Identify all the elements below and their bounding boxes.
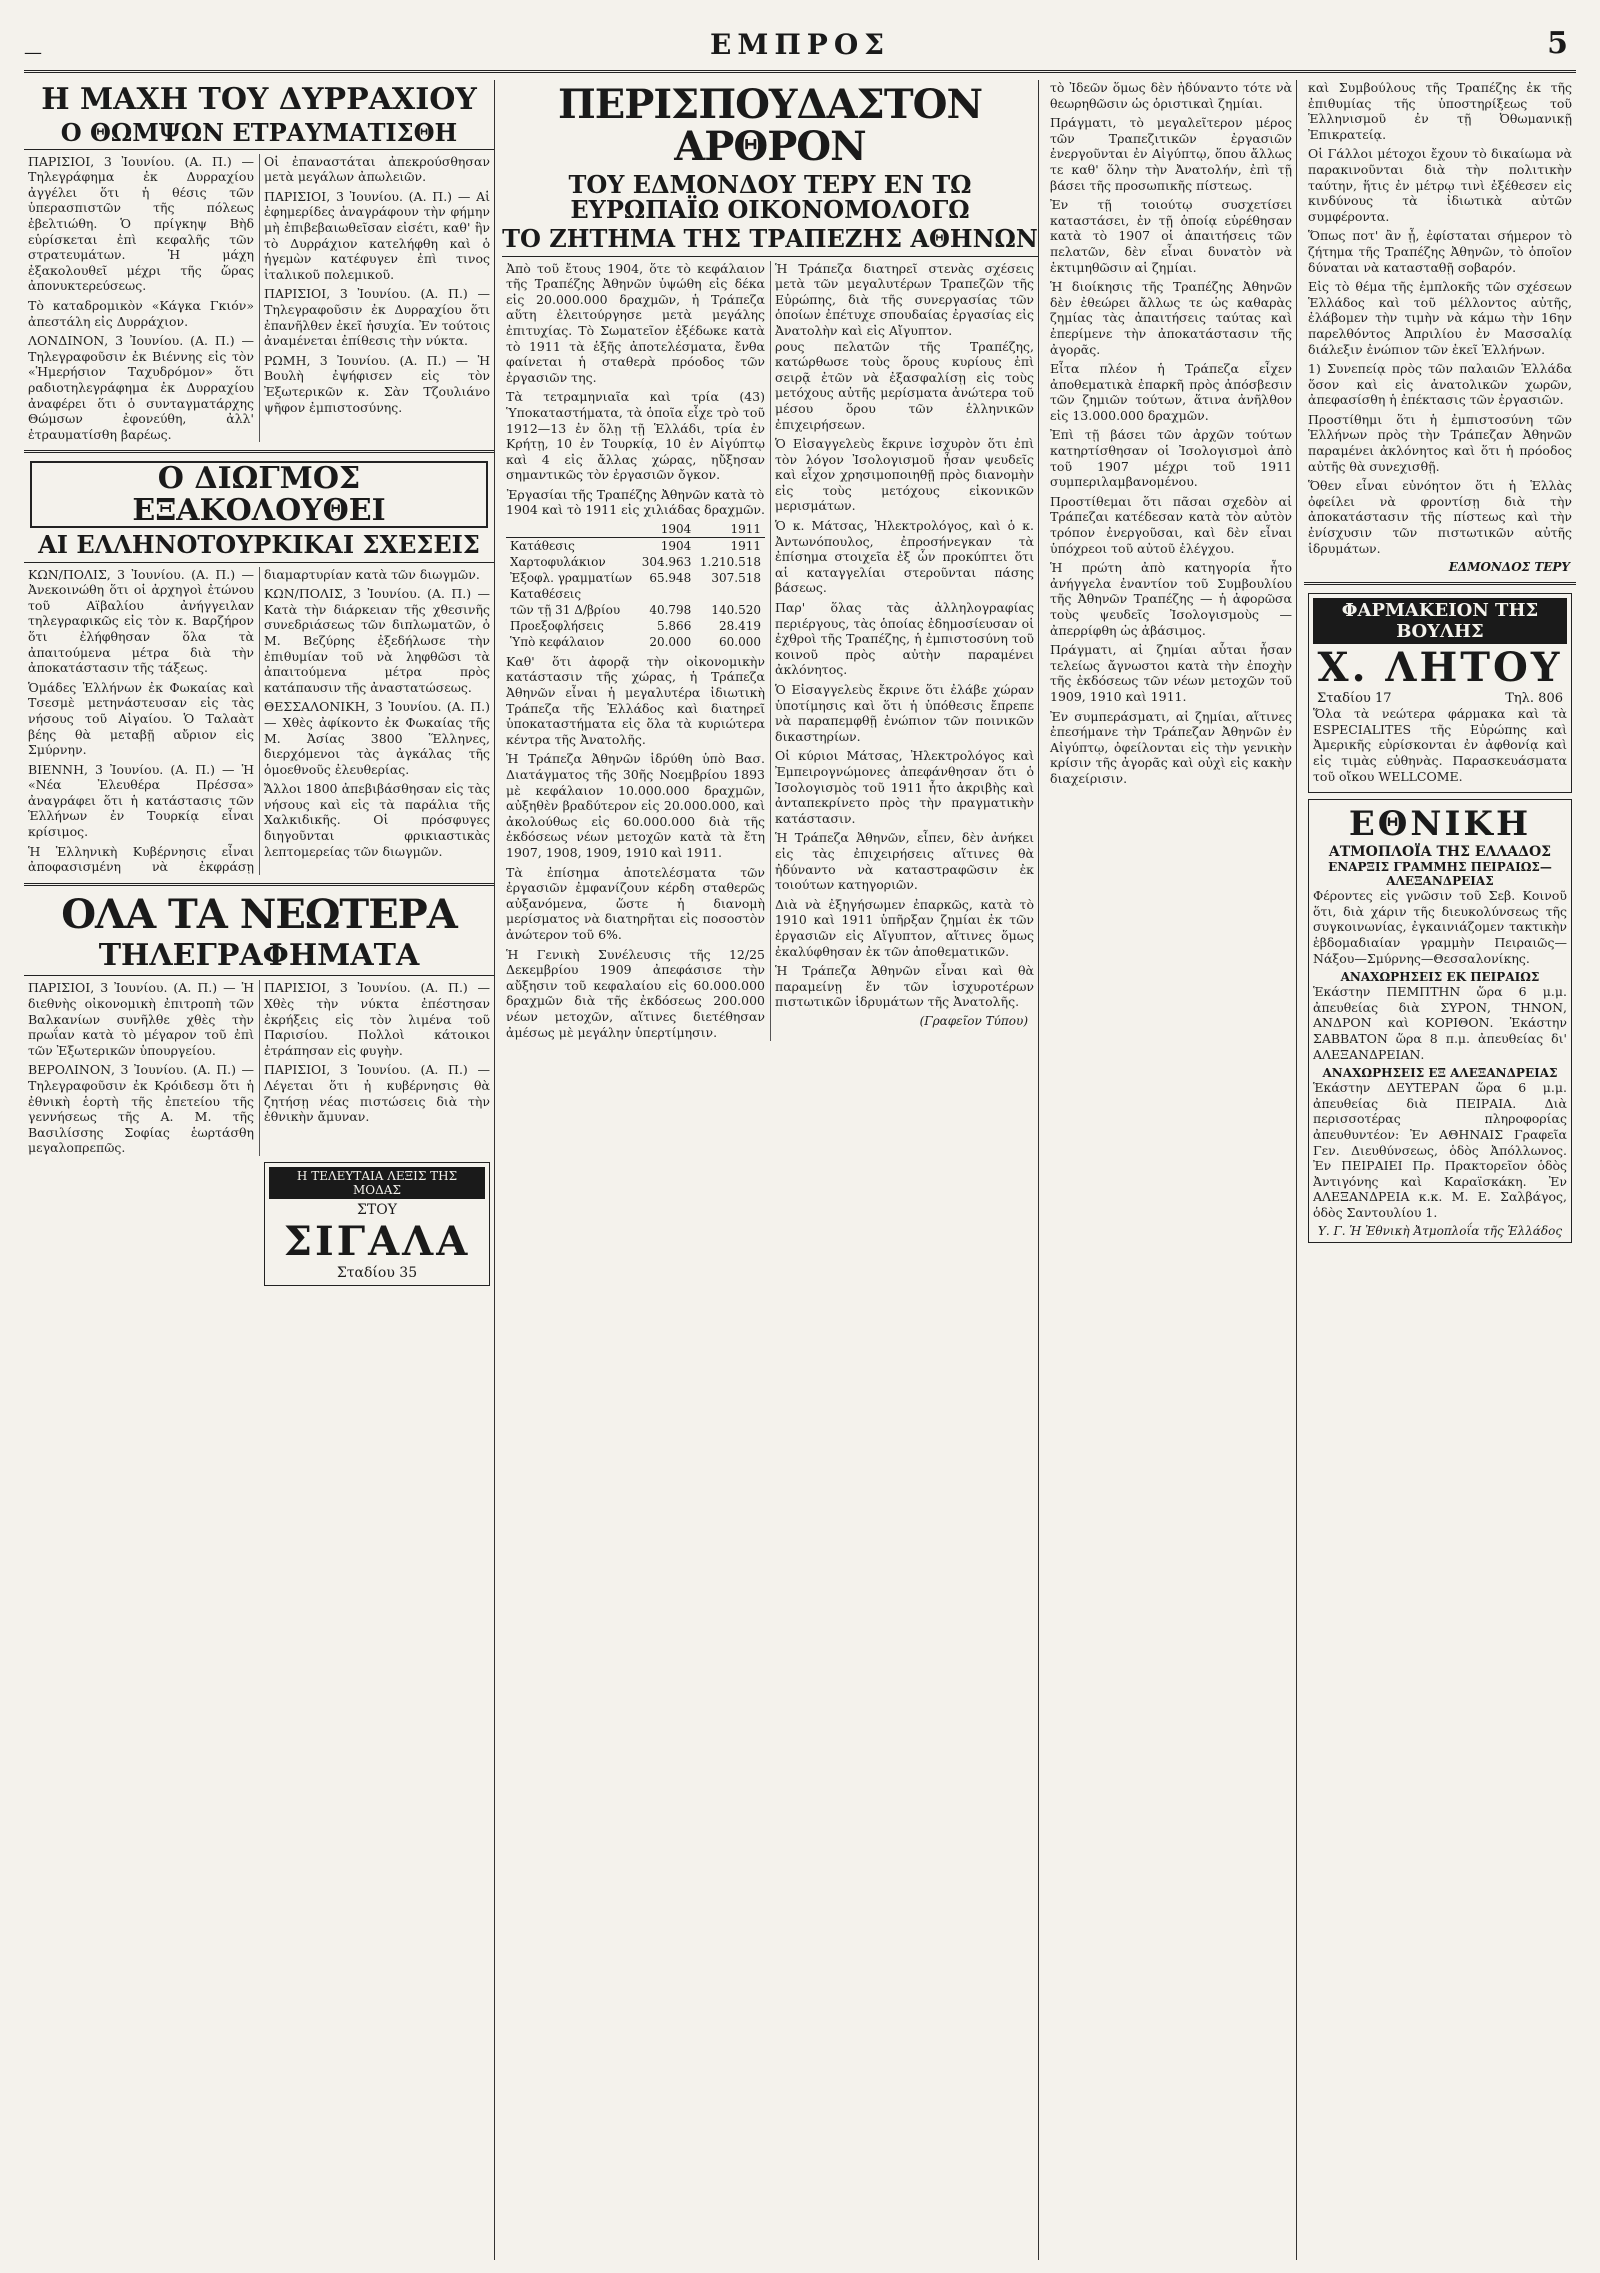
divider [24, 883, 494, 886]
table-header: 1911 [695, 521, 765, 538]
paragraph: καὶ Συμβούλους τῆς Τραπέζης ἐκ τῆς ἐπιθυμίας τῆς ὑποστηρίξεως τοῦ Ἑλληνισμοῦ ἐν τῇ Ὀθωμανικῇ Ἐπικρατείᾳ. [1308, 80, 1572, 142]
table-cell: Ὑπὸ κεφάλαιον [510, 634, 605, 649]
paragraph: Ἄλλοι 1800 ἀπεβιβάσθησαν εἰς τὰς νήσους καὶ εἰς τὰ παράλια τῆς Χαλκιδικῆς. Οἱ πρόσφυγες διηγοῦνται φρικιαστικὰς λεπτομερείας τῶν διωγμῶν. [264, 781, 490, 859]
table-row [506, 634, 765, 650]
table-cell: 1904 [660, 538, 692, 553]
article-body [24, 980, 494, 1156]
divider [1304, 582, 1576, 585]
ad-phone: Τηλ. 806 [1505, 691, 1563, 707]
table-cell: Προεξοφλήσεις [510, 618, 604, 633]
paragraph: Τὰ τετραμηνιαῖα καὶ τρία (43) Ὑποκαταστήματα, τὰ ὁποῖα εἶχε τρὸ τοῦ 1912—13 ἐν ὅλῃ τῇ Ἑλλάδι, τρία ἐν Κρήτῃ, 10 ἐν Τουρκίᾳ, 10 ἐν Αἰγύπτῳ καὶ 4 εἰς ἄλλας χώρας, ηὔξησαν σημαντικῶς τὸν ἐργασιῶν ὄγκον. [506, 389, 765, 483]
ad-signature: Υ. Γ. Ἡ Ἐθνικὴ Ἀτμοπλοΐα τῆς Ἑλλάδος [1317, 1224, 1563, 1239]
article-headline: Η ΜΑΧΗ ΤΟΥ ΔΥΡΡΑΧΙΟΥ [41, 82, 477, 117]
ad-text: Ὅλα τὰ νεώτερα φάρμακα καὶ τὰ ESPECIALITES τῆς Εὐρώπης καὶ Ἀμερικῆς εὑρίσκονται ἐν ἀφθονίᾳ καὶ εἰς τιμὰς εὐθηνὰς. Παρασκευάσματα τοῦ οἴκου WELLCOME. [1313, 706, 1567, 784]
ad-subhead: ΑΝΑΧΩΡΗΣΕΙΣ ΕΞ ΑΛΕΞΑΝΔΡΕΙΑΣ [1322, 1066, 1558, 1081]
bank-results-table [506, 521, 765, 650]
table-cell: 307.518 [711, 570, 761, 585]
table-cell: 28.419 [719, 618, 761, 633]
paragraph: ΠΑΡΙΣΙΟΙ, 3 Ἰουνίου. (Α. Π.) — Χθὲς τὴν νύκτα ἐπέστησαν ἐκρήξεις εἰς τὸν λιμένα τοῦ Παρισίου. Πολλοὶ κάτοικοι ἐτράπησαν εἰς φυγὴν. [264, 980, 490, 1058]
ad-subhead: ΑΝΑΧΩΡΗΣΕΙΣ ΕΚ ΠΕΙΡΑΙΩΣ [1340, 970, 1540, 985]
table-header: 1904 [637, 521, 695, 538]
paragraph: τὸ Ἰδεῶν ὅμως δὲν ἠδύναντο τότε νὰ θεωρηθῶσιν ὡς ὁριστικαὶ ζημίαι. [1050, 80, 1292, 111]
paragraph: Ἡ πρώτη ἀπὸ κατηγορία ἦτο ἀνήγγελα ἐναντίον τοῦ Συμβουλίου τῆς Ἀθηνῶν Τραπέζης — ἡ ἀφορῶσα τοὺς ψευδεῖς Ἰσολογισμοὺς — ἀπερρίφθη ὡς ἀβάσιμος. [1050, 560, 1292, 638]
table-cell: Ἐξοφλ. γραμματίων [510, 570, 633, 585]
paragraph: Ἡ Τράπεζα Ἀθηνῶν ἱδρύθη ὑπὸ Βασ. Διατάγματος τῆς 30ῆς Νοεμβρίου 1893 μὲ κεφάλαιον 10.000.000 δραχμῶν, αὐξηθὲν βραδύτερον εἰς 20.000.000, καὶ ἀκολούθως εἰς 60.000.000 διὰ τῆς ἐκδόσεως νέων μετοχῶν κατὰ τὰ ἔτη 1907, 1908, 1909, 1910 καὶ 1911. [506, 751, 765, 860]
ad-text: Φέροντες εἰς γνῶσιν τοῦ Σεβ. Κοινοῦ ὅτι, διὰ χάριν τῆς διευκολύνσεως τῆς συγκοινωνίας, ἐγκαινιάζομεν τακτικὴν ἑβδομαδιαίαν γραμμὴν Πειραιῶς—Νάξου—Σμύρνης—Θεσσαλονίκης. [1313, 888, 1567, 966]
paragraph: Οἱ ἐπαναστάται ἀπεκρούσθησαν μετὰ μεγάλων ἀπωλειῶν. [264, 153, 490, 185]
column-1 [24, 80, 495, 2260]
paragraph: Ἡ Γενικὴ Συνέλευσις τῆς 12/25 Δεκεμβρίου 1909 ἀπεφάσισε τὴν αὔξησιν τοῦ κεφαλαίου εἰς 60.000.000 δραχμῶν διὰ τῆς ἐκδόσεως 200.000 νέων μετοχῶν, αἵτινες διετέθησαν ἀμέσως μὲ μεγάλην ὑπερτίμησιν. [506, 946, 765, 1040]
table-row [506, 602, 765, 618]
paragraph: Διὰ νὰ ἐξηγήσωμεν ἐπαρκῶς, κατὰ τὸ 1910 καὶ 1911 ὑπῆρξαν ζημίαι ἐκ τῶν ἐργασιῶν εἰς Αἴγυπτον, αἵτινες ὅμως ἐκαλύφθησαν ἐκ τῶν ἀποθεματικῶν. [775, 896, 1034, 959]
paragraph: Ὅθεν εἶναι εὐνόητον ὅτι ἡ Ἑλλὰς ὀφείλει νὰ φροντίσῃ διὰ τὴν ἀποκατάστασιν τῆς πίστεως καὶ τὴν ἐνίσχυσιν τῶν πιστωτικῶν αὐτῆς ἱδρυμάτων. [1308, 478, 1572, 556]
pharmacy-ad [1308, 593, 1572, 793]
newspaper-name: ΕΜΠΡΟΣ [709, 28, 891, 61]
ad-street: Σταδίου 17 [1317, 691, 1392, 707]
ad-tagline: Η ΤΕΛΕΥΤΑΙΑ ΛΕΞΙΣ ΤΗΣ ΜΟΔΑΣ [269, 1167, 485, 1199]
divider [24, 450, 494, 453]
table-cell: 40.798 [649, 602, 692, 617]
paragraph: Τὰ ἐπίσημα ἀποτελέσματα τῶν ἐργασιῶν ἐμφανίζουν κέρδη σταθερῶς αὐξανόμενα, ὥστε ἡ διανομὴ μερίσματος νὰ διατηρῆται εἰς ποσοστὸν ἀνώτερον τοῦ 6%. [506, 864, 765, 942]
masthead [24, 22, 1576, 73]
table-cell: τῶν τῇ 31 Δ/βρίου [510, 602, 621, 617]
table-cell: 65.948 [649, 570, 692, 585]
table-caption: Ἐργασίαι τῆς Τραπέζης Ἀθηνῶν κατὰ τὸ 1904 καὶ τὸ 1911 εἰς χιλιάδας δραχμῶν. [506, 486, 765, 517]
ad-route: ΕΝΑΡΞΙΣ ΓΡΑΜΜΗΣ ΠΕΙΡΑΙΩΣ—ΑΛΕΞΑΝΔΡΕΙΑΣ [1328, 860, 1552, 889]
paragraph: Τὸ καταδρομικὸν «Κάγκα Γκιόν» ἀπεστάλη εἰς Δυρράχιον. [28, 298, 254, 329]
paragraph: ΚΩΝ/ΠΟΛΙΣ, 3 Ἰουνίου. (Α. Π.) — Ἀνεκοινώθη ὅτι οἱ ἀρχηγοὶ ἐτώνου τοῦ Αϊβαλίου ἀνήγγειλαν τηλεγραφικῶς εἰς τὸν κ. Βαρζήρον ὅτι ἐλήφθησαν ὅλα τὰ ἀπαιτούμενα μέτρα διὰ τὴν ἀποκατάστασιν τῆς τάξεως. [28, 566, 254, 676]
paragraph: Προστίθεμαι ὅτι πᾶσαι σχεδὸν αἱ Τράπεζαι κατέδεσαν κατὰ τὸν αὐτὸν τρόπον ἐνεργοῦσαι, καὶ δὲν εἶναι ὑπόχρεοι τοῦ αὐτοῦ ἐλέγχου. [1050, 493, 1292, 556]
paragraph: ΠΑΡΙΣΙΟΙ, 3 Ἰουνίου. (Α. Π.) — Τηλεγραφοῦσιν ἐκ Δυρραχίου ὅτι ἐπανῆλθεν ἐκεῖ ἡσυχία. Ἐν τούτοις ἀναμένεται ἐπίθεσις τὴν νύκτα. [264, 286, 490, 349]
paragraph: ΠΑΡΙΣΙΟΙ, 3 Ἰουνίου. (Α. Π.) — Ἡ διεθνὴς οἰκονομικὴ ἐπιτροπὴ τῶν Βαλκανίων συνῆλθε χθὲς τὴν πρωΐαν κατὰ τὸ μέγαρον τοῦ ἐπὶ τῶν Ἐξωτερικῶν ὑπουργείου. [28, 980, 254, 1058]
paragraph: Ἐν συμπεράσματι, αἱ ζημίαι, αἵτινες ἐπεσήμανε τὴν Τράπεζαν Ἀθηνῶν ἐν Αἰγύπτῳ, ὀφείλονται εἰς τὴν γενικὴν κρίσιν τῆς ἀγορᾶς καὶ οὐχὶ εἰς κακὴν διαχείρισιν. [1050, 708, 1292, 786]
article-headline: ΟΛΑ ΤΑ ΝΕΩΤΕΡΑ [61, 890, 457, 938]
paragraph: Ἡ διοίκησις τῆς Τραπέζης Ἀθηνῶν δὲν ἐθεώρει ἄλλως τε ὡς καθαρὰς ζημίας τὰς ἀπαιτήσεις ταύτας καὶ ἐπερίμενε τὴν ἀποκατάστασιν τῆς ἀγορᾶς. [1050, 279, 1292, 357]
paragraph: Οἱ κύριοι Μάτσας, Ἠλεκτρολόγος καὶ Ἐμπειρογνώμονες ἀπεφάνθησαν ὅτι ὁ Ἰσολογισμὸς τοῦ 1911 ἦτο ἀκριβὴς καὶ ἀνταπεκρίνετο πρὸς τὴν πραγματικὴν κατάστασιν. [775, 748, 1034, 826]
paragraph: Ὅπως ποτ' ἂν ᾖ, ἐφίσταται σήμερον τὸ ζήτημα τῆς Τραπέζης Ἀθηνῶν, τὸ ὁποῖον δύναται νὰ κατασταθῇ σοβαρόν. [1308, 228, 1572, 275]
paragraph: ΚΩΝ/ΠΟΛΙΣ, 3 Ἰουνίου. (Α. Π.) — Κατὰ τὴν διάρκειαν τῆς χθεσινῆς συνεδριάσεως τῶν διπλωματῶν, ὁ Μ. Βεζύρης ἐξεδήλωσε τὴν ἐπιθυμίαν τοῦ νὰ ληφθῶσι τὰ ἀπαιτούμενα μέτρα πρὸς κατάπαυσιν τῆς ἀναστατώσεως. [264, 586, 490, 695]
paragraph: Ἡ Τράπεζα Ἀθηνῶν, εἶπεν, δὲν ἀνήκει εἰς τὰς ἐπιχειρήσεις αἵτινες θὰ ἠδύναντο νὰ καταστραφῶσιν ἐκ τοιούτων κατηγοριῶν. [775, 830, 1034, 893]
table-cell: 140.520 [711, 602, 761, 617]
ad-name: ΕΘΝΙΚΗ [1348, 804, 1532, 845]
ad-name: Χ. ΛΗΤΟΥ [1317, 644, 1563, 692]
paragraph: ΡΩΜΗ, 3 Ἰουνίου. (Α. Π.) — Ἡ Βουλὴ ἐψήφισεν εἰς τὸν Ἐξωτερικῶν κ. Σὰν Τζουλιάνο ψῆφον ἐμπιστοσύνης. [264, 352, 490, 415]
paragraph: Ἐν τῇ τοιούτῳ συσχετίσει καταστάσει, ἐν τῇ ὁποίᾳ εὑρέθησαν κατὰ τὸ 1907 οἱ ἀπαιτήσεις τῶν πελατῶν, δὲν εἶναι δυνατὸν νὰ ἐκτιμηθῶσιν αἱ ζημίαι. [1050, 197, 1292, 275]
paragraph: 1) Συνεπείᾳ πρὸς τῶν παλαιῶν Ἑλλάδα ὅσον καὶ εἰς ἀνατολικῶν χωρῶν, ἀπεφασίσθη ἡ ἐπέκτασις τῶν ἐργασιῶν. [1308, 361, 1572, 408]
paragraph: Ὁ κ. Μάτσας, Ἠλεκτρολόγος, καὶ ὁ κ. Ἀντωνόπουλος, ἐπροσήνεγκαν τὰ ἐπίσημα στοιχεῖα ἐξ ὧν προκύπτει ὅτι αἱ καταγγελίαι στεροῦνται πάσης βάσεως. [775, 518, 1034, 596]
sigalas-ad [264, 1162, 490, 1286]
ad-title: ΦΑΡΜΑΚΕΙΟΝ ΤΗΣ ΒΟΥΛΗΣ [1313, 598, 1567, 644]
article-headline: Ο ΔΙΩΓΜΟΣ ΕΞΑΚΟΛΟΥΘΕΙ [30, 461, 488, 528]
table-cell: 1911 [730, 538, 761, 553]
table-cell: 1.210.518 [699, 554, 761, 569]
shipping-ad [1308, 799, 1572, 1243]
table-row [506, 618, 765, 634]
feature-subheadline: ΤΟΥ ΕΔΜΟΝΔΟΥ ΤΕΡΥ ΕΝ ΤΩ ΕΥΡΩΠΑΪΩ ΟΙΚΟΝΟΜΟΛΟΓΩ [568, 170, 972, 225]
paragraph: Προστίθημι ὅτι ἡ ἐμπιστοσύνη τῶν Ἑλλήνων πρὸς τὴν Τράπεζαν Ἀθηνῶν παραμένει ἀκλόνητος καὶ ὅτι ἡ πρόοδος αὐτῆς θὰ συνεχισθῇ. [1308, 411, 1572, 474]
article-body [24, 567, 494, 875]
column-4 [1304, 80, 1576, 2260]
paragraph: ΘΕΣΣΑΛΟΝΙΚΗ, 3 Ἰουνίου. (Α. Π.) — Χθὲς ἀφίκοντο ἐκ Φωκαίας τῆς Μ. Ἀσίας 3800 Ἕλληνες, διερχόμενοι τὰς ἀγκάλας τῆς ὁμοεθνοῦς ἐλευθερίας. [264, 699, 490, 777]
paragraph: Ἀπὸ τοῦ ἔτους 1904, ὅτε τὸ κεφάλαιον τῆς Τραπέζης Ἀθηνῶν ὑψώθη εἰς δέκα εἰς 20.000.000 δραχμῶν, ἡ Τράπεζα αὕτη ἐλειτούργησε μετὰ μεγάλης ἐπιτυχίας. Τὸ Σωματεῖον ἐξέδωκε κατὰ τὸ 1911 τὰ ἑξῆς ἀποτελέσματα, ἔνθα φαίνεται ἡ σταθερὰ πρόοδος τῶν ἐργασιῶν της. [506, 260, 765, 385]
paragraph: Ὁμάδες Ἑλλήνων ἐκ Φωκαίας καὶ Τσεσμὲ μετηνάστευσαν εἰς τὰς νήσους τοῦ Αἰγαίου. Ὁ Ταλαὰτ βέης θὰ μεταβῇ αὔριον εἰς Σμύρνην. [28, 679, 254, 758]
masthead-mark: — [24, 42, 42, 63]
paragraph: Πράγματι, τὸ μεγαλεῖτερον μέρος τῶν Τραπεζιτικῶν ἐργασιῶν ἐνεργοῦνται ἐν Αἰγύπτῳ, ὅπου ἄλλως τε καθ' ὅλην τὴν Ἀνατολήν, ἐπὶ τῇ βάσει τῆς προσωπικῆς πίστεως. [1050, 115, 1292, 193]
paragraph: Πράγματι, αἱ ζημίαι αὗται ἦσαν τελείως ἄγνωστοι κατὰ τὴν ἐποχὴν τῆς ἐκδόσεως τῶν νέων μετοχῶν τοῦ 1909, 1910 καὶ 1911. [1050, 642, 1292, 704]
table-cell: Κατάθεσις [510, 538, 575, 553]
column-2 [502, 80, 1039, 2260]
table-row [506, 554, 765, 570]
ad-name: ΣΙΓΑΛΑ [283, 1217, 471, 1265]
paragraph: ΠΑΡΙΣΙΟΙ, 3 Ἰουνίου. (Α. Π.) — Τηλεγράφημα ἐκ Δυρραχίου ἀγγέλει ὅτι ἡ θέσις τῶν ὑπερασπιστῶν τῆς πόλεως ἐβελτιώθη. Ὁ πρίγκηψ Βὴδ εὑρίσκεται ἐπὶ κεφαλῆς τῶν στρατευμάτων. Ἡ μάχη ἐξακολουθεῖ μέχρι τῆς ὥρας ἀπονυκτερεύσεως. [28, 153, 254, 294]
table-row [506, 537, 765, 554]
table-cell: 5.866 [656, 618, 692, 633]
feature-headline: ΠΕΡΙΣΠΟΥΔΑΣΤΟΝ ΑΡΘΡΟΝ [557, 81, 983, 170]
table-cell: Χαρτοφυλάκιον [510, 554, 606, 569]
paragraph: Εἰς τὸ θέμα τῆς ἐμπλοκῆς τῶν σχέσεων Ἑλλάδος καὶ τοῦ μέλλοντος αὐτῆς, ἐλάβομεν τὴν τιμὴν νὰ κάμω τὴν 16ην παρελθόντος Ἀπριλίου ἐν Μασσαλίᾳ διάλεξιν ἐνώπιον τῶν ἐκεῖ Ἑλλήνων. [1308, 279, 1572, 357]
paragraph: Καθ' ὅτι ἀφορᾷ τὴν οἰκονομικὴν κατάστασιν τῆς χώρας, ἡ Τράπεζα Ἀθηνῶν εἶναι ἡ μεγαλυτέρα ἰδιωτικὴ Τράπεζα τῆς Ἑλλάδος καὶ διατηρεῖ ὑποκαταστήματα εἰς ὅλα τὰ κυριώτερα κέντρα τῆς Ἀνατολῆς. [506, 653, 765, 747]
paragraph: Ἐπὶ τῇ βάσει τῶν ἀρχῶν τούτων κατηρτίσθησαν οἱ Ἰσολογισμοὶ ἀπὸ τοῦ 1907 μέχρι τοῦ 1911 συμπεριλαμβανομένου. [1050, 427, 1292, 490]
feature-body [502, 261, 1038, 1041]
table-cell: 20.000 [649, 634, 692, 649]
paragraph: Ὁ Εἰσαγγελεὺς ἔκρινε ὅτι ἐλάβε χώραν ὑποτίμησις καὶ ὅτι ἡ ὑπόθεσις ἔπρεπε νὰ παραπεμφθῇ ἐνώπιον τῶν ποινικῶν δικαστηρίων. [775, 682, 1034, 744]
paragraph: ΛΟΝΔΙΝΟΝ, 3 Ἰουνίου. (Α. Π.) — Τηλεγραφοῦσιν ἐκ Βιέννης εἰς τὸν «Ἡμερήσιον Ταχυδρόμον» ὅτι ραδιοτηλεγράφημα ἐκ Δυρραχίου ἀναφέρει ὅτι ὁ συνταγματάρχης Θώμσων ἐφονεύθη, ἀλλ' ἐτραυματίσθη βαρέως. [28, 333, 254, 442]
paragraph: ΠΑΡΙΣΙΟΙ, 3 Ἰουνίου. (Α. Π.) — Αἱ ἐφημερίδες ἀναγράφουν τὴν φήμην μὴ ἐπιβεβαιωθεῖσαν εἰσέτι, καθ' ἣν τὸ Δυρράχιον κατελήφθη καὶ ὁ ἡγεμὼν κατέφυγεν ἐπὶ τινος ἰταλικοῦ πολεμικοῦ. [264, 188, 490, 282]
paragraph: Οἱ Γάλλοι μέτοχοι ἔχουν τὸ δικαίωμα νὰ παρακινοῦνται διὰ τὴν πολιτικὴν ταύτην, ἥτις ἐν μέτρῳ τινὶ ἐξέθεσεν εἰς κινδύνους τὰ ἰδιωτικὰ αὐτῶν συμφέροντα. [1308, 146, 1572, 224]
page-number: 5 [1547, 26, 1568, 61]
article-subheadline: Ο ΘΩΜΨΩΝ ΕΤΡΑΥΜΑΤΙΣΘΗ [24, 120, 494, 150]
ad-line: ΑΤΜΟΠΛΟΪΑ ΤΗΣ ΕΛΛΑΔΟΣ [1328, 844, 1552, 861]
column-3 [1046, 80, 1297, 2260]
ad-text: Ἑκάστην ΔΕΥΤΕΡΑΝ ὥρα 6 μ.μ. ἀπευθείας διὰ ΠΕΙΡΑΙΑ. Διὰ περισσοτέρας πληροφορίας ἀπευθυντέον: Ἐν ΑΘΗΝΑΙΣ Γραφεῖα Γεν. Διευθύνσεως, ὁδὸς Ἀπόλλωνος. Ἐν ΠΕΙΡΑΙΕΙ Πρ. Πρακτορεῖον ὁδὸς Ἀντιγόνης καὶ Καραϊσκάκη. Ἐν ΑΛΕΞΑΝΔΡΕΙΑ κ.κ. Μ. Ε. Σαλβάγος, ὁδὸς Σαντουλίου 1. [1313, 1080, 1567, 1220]
table-header [506, 521, 637, 538]
paragraph: Ἡ Τράπεζα διατηρεῖ στενὰς σχέσεις μετὰ τῶν μεγαλυτέρων Τραπεζῶν τῆς Εὐρώπης, διὰ τῆς συνεργασίας τῶν ὁποίων ἐπέτυχε σπουδαίας ἐργασίας εἰς Ἀνατολὴν καὶ εἰς Αἴγυπτον. [775, 260, 1034, 338]
table-cell [637, 586, 695, 602]
table-cell: 60.000 [719, 634, 761, 649]
article-subheadline: ΤΗΛΕΓΡΑΦΗΜΑΤΑ [24, 940, 494, 977]
paragraph: ΒΙΕΝΝΗ, 3 Ἰουνίου. (Α. Π.) — Ἡ «Νέα Ἐλευθέρα Πρέσσα» ἀναγράφει ὅτι ἡ κατάστασις τῶν Ἑλλήνων ἐν Τουρκίᾳ εἶναι κρίσιμος. [28, 761, 254, 840]
paragraph: ΒΕΡΟΛΙΝΟΝ, 3 Ἰουνίου. (Α. Π.) — Τηλεγραφοῦσιν ἐκ Κρόιδεσμ ὅτι ἡ ἐθνικὴ ἑορτὴ τῆς ἐπετείου τῆς γεννήσεως τῆς Α. Μ. τῆς Βασιλίσσης Σοφίας ἑωρτάσθη μεγαλοπρεπῶς. [28, 1062, 254, 1156]
article-body [24, 154, 494, 443]
paragraph: ΠΑΡΙΣΙΟΙ, 3 Ἰουνίου. (Α. Π.) — Λέγεται ὅτι ἡ κυβέρνησις θὰ ζητήσῃ νέας πιστώσεις διὰ τὴν ἐθνικὴν ἄμυναν. [264, 1062, 490, 1125]
article-signature: ΕΔΜΟΝΔΟΣ ΤΕΡΥ [1448, 560, 1570, 575]
ad-address: Σταδίου 35 [336, 1264, 418, 1281]
article-subheadline: ΑΙ ΕΛΛΗΝΟΤΟΥΡΚΙΚΑΙ ΣΧΕΣΕΙΣ [24, 532, 494, 562]
newspaper-page [24, 80, 1576, 2260]
paragraph: Ἡ Τράπεζα Ἀθηνῶν εἶναι καὶ θὰ παραμείνῃ ἕν τῶν ἰσχυροτέρων πιστωτικῶν ἱδρυμάτων τῆς Ἀνατολῆς. [775, 963, 1034, 1010]
table-row [506, 586, 765, 602]
table-cell: Καταθέσεις [510, 586, 582, 601]
article-source: (Γραφεῖον Τύπου) [919, 1013, 1028, 1028]
paragraph: Παρ' ὅλας τὰς ἀλληλογραφίας περιέργους, τὰς ὁποίας ἐδημοσίευσαν οἱ ἐχθροὶ τῆς Τραπέζης, ἡ ἐμπιστοσύνη τοῦ κοινοῦ πρὸς αὐτὴν παραμένει ἀκλόνητος. [775, 600, 1034, 678]
paragraph: Εἶτα πλέον ἡ Τράπεζα εἶχεν ἀποθεματικὰ ἐπαρκῆ πρὸς ἀπόσβεσιν τῶν ζημιῶν τούτων, ἅτινα ἀνῆλθον εἰς 13.000.000 δραχμῶν. [1050, 361, 1292, 423]
table-row [506, 570, 765, 586]
paragraph: ρους πελατῶν τῆς Τραπέζης, κατώρθωσε τοὺς ὅρους κυρίους ἐπὶ σειρᾷ ἐτῶν νὰ ἐξασφαλίσῃ εἰς τοὺς μετόχους αὐτῆς μερίσματα ἀνώτερα τοῦ μέσου ὅρου τῶν ἑλληνικῶν ἐπιχειρήσεων. [775, 338, 1034, 432]
ad-pre: ΣΤΟΥ [357, 1201, 397, 1218]
paragraph: Ὁ Εἰσαγγελεὺς ἔκρινε ἰσχυρὸν ὅτι ἐπὶ τὸν λόγον Ἰσολογισμοῦ ἦσαν ψευδεῖς καὶ εἶχον χρησιμοποιηθῇ πρὸς διανομὴν εἰς τοὺς μετόχους εἰκονικῶν μερισμάτων. [775, 436, 1034, 514]
table-cell [695, 586, 765, 602]
paragraph: Ἡ Ἑλληνικὴ Κυβέρνησις εἶναι ἀποφασισμένη νὰ ἐκφράσῃ διαμαρτυρίαν κατὰ τῶν διωγμῶν. [28, 566, 480, 875]
feature-title: ΤΟ ΖΗΤΗΜΑ ΤΗΣ ΤΡΑΠΕΖΗΣ ΑΘΗΝΩΝ [502, 226, 1038, 256]
ad-text: Ἑκάστην ΠΕΜΠΤΗΝ ὥρα 6 μ.μ. ἀπευθείας διὰ ΣΥΡΟΝ, ΤΗΝΟΝ, ΑΝΔΡΟΝ καὶ ΚΟΡΙΘΟΝ. Ἑκάστην ΣΑΒΒΑΤΟΝ ὥρα 8 π.μ. ἀπευθείας δι' ΑΛΕΞΑΝΔΡΕΙΑΝ. [1313, 984, 1567, 1062]
table-cell: 304.963 [641, 554, 692, 569]
